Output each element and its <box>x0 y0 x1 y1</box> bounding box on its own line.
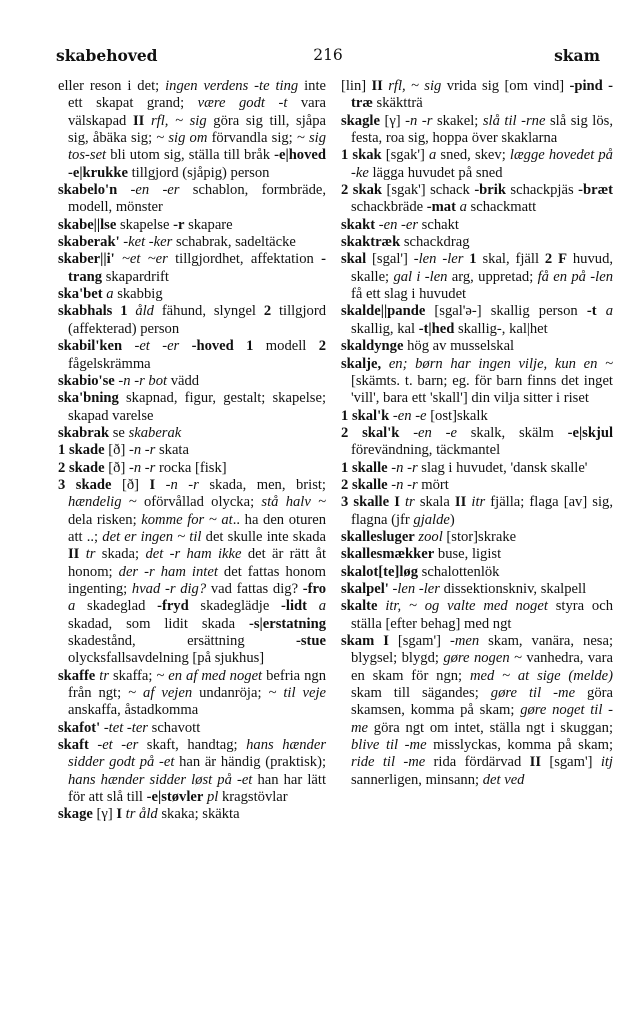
entry-italic-text: -en -e <box>399 424 457 441</box>
entry-italic-text: a <box>68 598 76 615</box>
entry-text: [skämts. t. barn; eg. för barn finns det inget 'vill', bara ett 'skall'] din vilja sitter i riset <box>351 372 613 407</box>
entry-italic-text: a <box>102 286 114 303</box>
entry-text: skapelse <box>116 216 174 233</box>
entry-text: sannerligen, minsann; <box>351 771 483 788</box>
entry-text: han har lätt för att slå till <box>68 771 326 806</box>
entry-italic-text: det -r ham ikke <box>145 546 242 563</box>
entry-italic-text: itj <box>600 754 613 771</box>
entry-text: schalottenlök <box>418 563 500 580</box>
entry-italic-text: komme for ~ at <box>141 511 233 528</box>
entry-headword: skagle <box>341 112 380 129</box>
entry-headword: -e|skjul <box>567 424 614 441</box>
entry-headword: skafot' <box>58 719 101 736</box>
dictionary-entry <box>58 251 326 286</box>
entry-headword: -stue <box>296 633 326 649</box>
entry-text: misslyckas, komma på skam; <box>426 737 614 754</box>
entry-text: vädd <box>167 372 200 389</box>
dictionary-entry <box>58 390 326 425</box>
entry-headword: skalje, <box>341 355 382 372</box>
entry-text: rida fördärvad <box>425 754 530 771</box>
entry-text: förvandla sig; <box>207 130 297 147</box>
entry-italic-text: slå til -rne <box>482 112 546 129</box>
entry-text: [ð] <box>111 476 150 493</box>
entry-text: se <box>109 424 129 441</box>
entry-headword: II <box>454 494 467 511</box>
entry-text: arg, uppretad; <box>447 268 538 285</box>
entry-text: vara välskapad <box>68 95 326 129</box>
entry-headword: -s|erstatning <box>249 615 326 632</box>
entry-headword: 1 skade <box>58 442 105 459</box>
entry-italic-text: en; børn har ingen vilje, kun en ~ <box>381 355 613 372</box>
entry-headword: 2 skal'k <box>341 424 400 441</box>
entry-italic-text: rfl, ~ sig <box>382 78 442 94</box>
entry-text: schackbräde <box>351 199 427 216</box>
entry-italic-text: hans hænder sidder løst på -et <box>68 771 253 788</box>
dictionary-entry <box>341 408 613 425</box>
entry-text: eller reson i det; <box>58 78 166 94</box>
entry-italic-text: rfl, ~ sig <box>144 112 207 129</box>
entry-text: skala <box>414 494 455 511</box>
entry-text: lägga huvudet på sned <box>368 164 503 181</box>
entry-text: [stor]skrake <box>442 528 517 545</box>
entry-text: schablon, formbräde, modell, mönster <box>68 182 327 216</box>
entry-text: göra sig till, sjåpa sig, åbäka sig; <box>68 112 326 147</box>
entry-italic-text: a <box>455 199 467 216</box>
dictionary-entry <box>58 217 326 234</box>
entry-italic-text: tr åld <box>122 806 158 823</box>
entry-headword: -bræt <box>578 182 613 199</box>
entry-headword: II <box>133 112 145 129</box>
entry-italic-text: zool <box>414 528 443 545</box>
entry-text: slå sig lös, festa, roa sig, hoppa över skaklarna <box>351 112 613 147</box>
entry-text: göra ngt om intet, ställa ngt i skuggan; <box>368 719 613 736</box>
entry-text: skam, vanära, nesa; blygsel; blygd; <box>351 633 614 667</box>
entry-italic-text: ~et ~er <box>114 251 168 268</box>
dictionary-entry <box>341 217 613 234</box>
entry-text: modell <box>253 338 319 355</box>
entry-text: tillgjordhet, affektation <box>167 251 322 268</box>
entry-italic-text: ~ sig om <box>156 130 208 147</box>
entry-text: skabbig <box>113 286 163 303</box>
entry-italic-text: gjalde <box>413 511 450 528</box>
entry-italic-text: gøre til -me <box>490 685 576 702</box>
entry-italic-text: lægge hovedet på -ke <box>351 147 613 181</box>
entry-italic-text: ingen verdens -te ting <box>165 78 299 94</box>
entry-italic-text: åld <box>127 303 154 320</box>
dictionary-entry <box>58 720 326 737</box>
entry-italic-text: gal i -len <box>393 268 448 285</box>
entry-text: rocka [fisk] <box>155 459 227 476</box>
entry-headword: -r <box>173 216 185 233</box>
entry-headword: ska'bet <box>58 286 103 303</box>
entry-headword: skaber||i' <box>58 251 115 268</box>
entry-headword: -fro <box>302 580 326 597</box>
entry-headword: skal <box>341 251 367 268</box>
entry-text: kragstövlar <box>218 789 288 806</box>
entry-headword: skaft <box>58 737 89 754</box>
entry-text: dissektionskniv, skalpell <box>439 580 587 597</box>
entry-headword: I <box>116 806 123 823</box>
entry-italic-text: ~ sig tos-set <box>68 130 326 164</box>
entry-text: skapare <box>184 216 233 233</box>
entry-text: schackdrag <box>400 234 470 251</box>
entry-text: fähund, slyngel <box>153 303 264 320</box>
dictionary-entry <box>341 494 613 529</box>
dictionary-entry <box>341 425 613 460</box>
dictionary-entry <box>341 581 613 598</box>
dictionary-entry <box>341 234 613 251</box>
entry-italic-text: hændelig ~ <box>68 494 137 511</box>
entry-italic-text: tr <box>79 546 96 563</box>
entry-italic-text: itr <box>466 494 486 511</box>
dictionary-entry <box>341 338 613 355</box>
entry-text: skadad, som lidit skada <box>68 615 249 632</box>
entry-text: schavott <box>148 719 201 736</box>
entry-text: hög av musselskal <box>403 338 515 355</box>
entry-text: schackpjäs <box>505 182 579 199</box>
entry-italic-text: -en -e <box>389 407 427 424</box>
entry-text: skata <box>155 442 189 459</box>
dictionary-entry <box>341 147 613 182</box>
entry-text: [sgam'] <box>388 633 450 649</box>
entry-text: skapardrift <box>102 268 169 285</box>
entry-text: schackmatt <box>466 199 537 216</box>
entry-text: skalk, skälm <box>456 424 568 441</box>
dictionary-entry <box>58 668 326 720</box>
entry-italic-text: -tet -ter <box>100 719 148 736</box>
left-guide-word: skabehoved <box>56 46 158 65</box>
entry-headword: -pind -træ <box>351 78 613 112</box>
entry-text: undanröja; <box>192 685 269 702</box>
entry-headword: 1 skak <box>341 147 382 164</box>
entry-text: skäktträ <box>372 95 423 112</box>
entry-italic-text: itr, ~ og valte med noget <box>377 598 548 615</box>
entry-text: han är händig (praktisk); <box>174 754 326 771</box>
entry-text: [ð] <box>104 459 129 476</box>
entry-text: vad fattas dig? <box>206 580 303 597</box>
dictionary-entry <box>341 529 613 546</box>
entry-text: [lin] <box>341 78 372 94</box>
entry-text: mört <box>417 476 449 493</box>
entry-italic-text: tr <box>95 667 110 684</box>
dictionary-entry <box>58 338 326 373</box>
entry-italic-text: der -r ham intet <box>118 563 218 580</box>
entry-italic-text: pl <box>203 789 219 806</box>
entry-headword: skalte <box>341 598 378 615</box>
entry-italic-text: -n -r <box>128 442 156 459</box>
entry-italic-text: -n -r <box>387 459 418 476</box>
entry-italic-text: stå halv ~ <box>261 494 326 511</box>
entry-text: skadeglädje <box>188 598 282 615</box>
entry-headword: 2 <box>263 303 272 320</box>
entry-text: huvud, skalle; <box>351 251 614 285</box>
entry-text: det skulle inte skada <box>201 528 326 545</box>
dictionary-entry <box>58 78 326 182</box>
entry-headword: 2 skak <box>341 182 383 199</box>
entry-text: skam till sägandes; <box>351 685 491 702</box>
entry-headword: 2 skalle <box>341 476 388 493</box>
entry-text: styra och ställa [efter behag] med ngt <box>351 598 613 632</box>
entry-text: bli utom sig, ställa till bråk <box>106 147 275 164</box>
entry-text: det fattas honom ingenting; <box>68 563 326 597</box>
entry-text: fågelskrämma <box>68 355 151 372</box>
entry-text: skadeglad <box>75 598 158 615</box>
entry-headword: -t|hed <box>418 320 455 337</box>
entry-text: skaft, handtag; <box>138 737 247 754</box>
entry-italic-text: ride til -me <box>351 754 426 771</box>
entry-text: få ett slag i huvudet <box>351 286 467 303</box>
entry-headword: skalde||pande <box>341 303 426 320</box>
entry-text: skakel; <box>432 112 483 129</box>
entry-headword: skaberak' <box>58 234 120 251</box>
entry-headword: ska'bning <box>58 390 119 407</box>
entry-headword: skaldyngе <box>341 338 404 355</box>
entry-italic-text: det ved <box>482 771 525 788</box>
entry-text: [ð] <box>104 442 129 459</box>
dictionary-entry <box>341 78 613 113</box>
entry-italic-text: -ket -ker <box>119 234 173 251</box>
entry-headword: 3 skade <box>58 476 112 493</box>
entry-text: förevändning, täckmantel <box>351 442 501 459</box>
dictionary-entry <box>58 442 326 459</box>
dictionary-entry <box>341 546 613 563</box>
right-guide-word: skam <box>554 46 600 65</box>
dictionary-entry <box>341 460 613 477</box>
dictionary-entry <box>341 182 613 217</box>
dictionary-entry <box>341 303 613 338</box>
entry-headword: skabil'ken <box>58 338 123 355</box>
dictionary-entry <box>341 633 613 789</box>
entry-italic-text: -en -er <box>117 182 180 199</box>
entry-italic-text: -n -r bot <box>114 372 168 389</box>
entry-headword: -mat <box>426 199 456 216</box>
entry-italic-text: -n -r <box>128 459 156 476</box>
entry-text: [sgak'] schack <box>382 182 475 199</box>
entry-text: vrida sig [om vind] <box>441 78 570 94</box>
entry-text: göra skamsen, komma på skam; <box>351 685 613 719</box>
entry-text: [sgal'ə-] skallig person <box>425 303 587 320</box>
entry-headword: -e|hoved -e|krukke <box>68 147 326 181</box>
entry-headword: -fryd <box>157 598 189 615</box>
entry-text: ) <box>449 511 455 528</box>
entry-text: dela risken; <box>68 511 142 528</box>
entry-italic-text: hvad -r dig? <box>131 580 207 597</box>
entry-headword: skalot[te]løg <box>341 563 419 580</box>
dictionary-entry <box>58 737 326 806</box>
entry-italic-text: ~ til veje <box>268 685 326 702</box>
entry-italic-text: tr <box>399 494 415 511</box>
entry-italic-text: ~ af vejen <box>128 685 193 702</box>
entry-text: skada, men, brist; <box>198 476 326 493</box>
entry-italic-text: -n -r <box>155 476 199 493</box>
entry-text: [sgam'] <box>541 754 601 771</box>
entry-italic-text: gøre nogen ~ <box>443 650 522 667</box>
entry-text: sned, skev; <box>436 147 510 164</box>
entry-headword: I <box>149 476 156 493</box>
entry-headword: 1 skalle <box>341 459 388 476</box>
entry-italic-text: -et -er <box>122 338 180 355</box>
entry-text: skal, fjäll <box>476 251 545 268</box>
entry-headword: II <box>371 78 383 94</box>
entry-text: skadestånd, ersättning <box>68 633 296 649</box>
dictionary-entry <box>341 356 613 408</box>
entry-headword: 1 <box>469 251 477 268</box>
entry-text: befria ngn från ngt; <box>68 667 326 702</box>
dictionary-entry <box>58 182 326 217</box>
dictionary-entry <box>58 303 326 338</box>
entry-text: skaffa; <box>109 667 157 684</box>
entry-headword: 2 <box>544 251 553 268</box>
entry-text: [ost]skalk <box>426 407 488 424</box>
entry-italic-text: -n -r <box>405 112 433 129</box>
entry-italic-text: a <box>429 147 437 164</box>
entry-text: tillgjord (affekterad) person <box>68 303 326 337</box>
entry-headword: skalpel' <box>341 580 389 597</box>
entry-text: anskaffa, åstadkomma <box>68 702 199 719</box>
entry-text: [sgal'] <box>366 251 414 268</box>
dictionary-entry <box>341 251 613 303</box>
entry-text: skapnad, figur, gestalt; skapelse; skapad varelse <box>68 390 326 424</box>
entry-headword: skaffe <box>58 667 96 684</box>
entry-headword: skabelo'n <box>58 182 118 199</box>
dictionary-entry <box>58 234 326 251</box>
entry-headword: 2 skade <box>58 459 105 476</box>
entry-headword: II <box>529 754 541 771</box>
entry-text: [γ] <box>92 806 117 823</box>
dictionary-entry <box>58 373 326 390</box>
entry-text: skallig, kal <box>351 320 419 337</box>
entry-italic-text: blive til -me <box>351 737 427 754</box>
dictionary-entry <box>341 113 613 148</box>
right-column <box>341 78 613 789</box>
entry-headword: -trang <box>68 251 326 285</box>
entry-text: slag i huvudet, 'dansk skalle' <box>417 459 588 476</box>
entry-headword: 1 skal'k <box>341 407 390 424</box>
entry-text: inte ett skapat grand; <box>68 78 326 112</box>
entry-headword: -hoved 1 <box>191 338 254 355</box>
entry-text: [γ] <box>379 112 406 129</box>
entry-italic-text: a <box>307 598 327 615</box>
entry-headword: -e|støvler <box>146 789 204 806</box>
entry-italic-text: hans hænder sidder godt på -et <box>68 737 326 771</box>
entry-headword: II <box>68 546 80 563</box>
entry-text: schabrak, sadeltäcke <box>172 234 296 251</box>
dictionary-entry <box>58 477 326 668</box>
entry-italic-text: få en på -len <box>537 268 613 285</box>
entry-text: tillgjord (sjåpig) person <box>127 164 270 181</box>
entry-italic-text: -len -ler <box>388 580 440 597</box>
dictionary-entry <box>341 564 613 581</box>
entry-text: skada; <box>95 546 146 563</box>
entry-italic-text: -en -er <box>375 216 419 233</box>
entry-headword: 2 <box>318 338 326 355</box>
entry-headword: -brik <box>474 182 506 199</box>
entry-text: oförvållad olycka; <box>136 494 262 511</box>
entry-italic-text: det er ingen ~ til <box>102 528 202 545</box>
entry-headword: skakt <box>341 216 376 233</box>
entry-text: buse, ligist <box>434 546 502 563</box>
entry-text: det är rätt åt honom; <box>68 546 326 580</box>
entry-italic-text: -n -r <box>387 476 418 493</box>
entry-headword: skallesmækker <box>341 546 435 563</box>
entry-text: fjälla; flaga [av] sig, flagna (jfr <box>351 494 613 528</box>
entry-headword: F <box>558 251 567 268</box>
dictionary-entry <box>58 460 326 477</box>
entry-headword: -t <box>586 303 597 320</box>
entry-text: schakt <box>418 216 459 233</box>
dictionary-entry <box>58 425 326 442</box>
entry-text: .. ha den oturen att ..; <box>68 511 327 545</box>
entry-text <box>179 338 191 354</box>
dictionary-entry <box>58 286 326 303</box>
entry-text: [sgak'] <box>381 147 429 164</box>
entry-italic-text: -et -er <box>88 737 139 754</box>
entry-headword: skabrak <box>58 424 110 441</box>
entry-italic-text: ~ en af med noget <box>156 667 263 684</box>
entry-headword: skaktræk <box>341 234 401 251</box>
dictionary-entry <box>341 598 613 633</box>
entry-text: olycksfallsavdelning [på sjukhus] <box>68 650 265 667</box>
dictionary-entry <box>341 477 613 494</box>
entry-headword: skallesluger <box>341 528 415 545</box>
entry-headword: skabe||lse <box>58 216 117 233</box>
entry-italic-text: a <box>596 303 613 320</box>
entry-headword: 3 skalle I <box>341 494 400 511</box>
entry-headword: skam I <box>341 633 389 649</box>
entry-italic-text: med ~ at sige (melde) <box>469 667 613 684</box>
entry-italic-text: gøre noget til -me <box>351 702 613 736</box>
entry-text: vanhedra, vara en skam för ngn; <box>351 650 613 684</box>
entry-headword: skage <box>58 806 93 823</box>
left-column <box>58 78 326 824</box>
page-number: 216 <box>313 46 343 64</box>
entry-italic-text: skaberak <box>128 424 182 441</box>
entry-italic-text: -men <box>449 633 480 649</box>
entry-text: skaka; skäkta <box>157 806 240 823</box>
page-header <box>56 46 600 68</box>
dictionary-entry <box>58 806 326 823</box>
entry-italic-text: -len -ler <box>413 251 464 268</box>
entry-headword: skabhals 1 <box>58 303 128 320</box>
entry-text: skallig-, kal|het <box>454 320 548 337</box>
entry-headword: skabio'se <box>58 372 115 389</box>
entry-headword: -lidt <box>281 598 307 615</box>
entry-italic-text: være godt -t <box>197 95 288 112</box>
